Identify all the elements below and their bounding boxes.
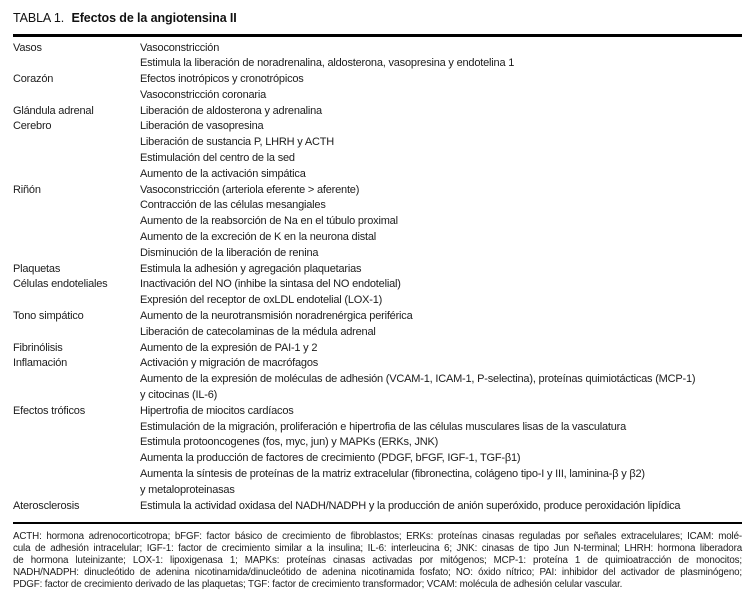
table-row [13, 309, 743, 341]
effect-line: Efectos inotrópicos y cronotrópicos [140, 73, 304, 86]
table-row [13, 104, 743, 120]
row-category: Plaquetas [13, 262, 61, 275]
footnote-line: PDGF: factor de crecimiento derivado de las plaquetas; TGF: factor de crecimiento transformador; VCAM: molécula de adhesión celular vascular. [13, 578, 623, 590]
row-effects [140, 356, 743, 403]
effect-line: Contracción de las células mesangiales [140, 199, 326, 212]
effect-line: Estimulación de la migración, proliferación e hipertrofia de las células musculares lisas de la vasculatura [140, 420, 627, 433]
effect-line: y citocinas (IL-6) [140, 389, 218, 402]
table-row [13, 41, 743, 73]
effect-line: Vasoconstricción coronaria [140, 88, 267, 101]
footnote-line: cula de adhesión intracelular; IGF-1: factor de crecimiento similar a la insulina; IL-6: interleucina 6; JNK: cinasas de tipo Jun N-terminal; LHRH: hormona liberadora [13, 543, 742, 555]
row-effects [140, 183, 743, 262]
row-category: Vasos [13, 41, 42, 54]
table-number-label: TABLA 1. [13, 11, 65, 25]
footnote-line: NADH/NADPH: dinucleótido de adenina nicotinamida/dinucleótido de adenina nicotinamida fosfato; NO: óxido nítrico; PAI: inhibidor del activador de plasminógeno; [13, 566, 742, 578]
row-category: Células endoteliales [13, 278, 108, 291]
effect-line: y metaloproteinasas [140, 483, 235, 496]
effect-line: Aumento de la activación simpática [140, 167, 306, 180]
table-row [13, 499, 743, 515]
row-category: Cerebro [13, 120, 52, 133]
table-row [13, 356, 743, 403]
effect-line: Liberación de aldosterona y adrenalina [140, 104, 322, 117]
table-row [13, 72, 743, 104]
table-row [13, 183, 743, 262]
row-effects [140, 277, 743, 309]
row-category: Efectos tróficos [13, 404, 85, 417]
row-category: Tono simpático [13, 310, 84, 323]
table-row [13, 262, 743, 278]
effect-line: Aumenta la síntesis de proteínas de la matriz extracelular (fibronectina, colágeno tipo-I y III, laminina-β y β2) [140, 468, 645, 481]
row-effects [140, 309, 743, 341]
row-category: Glándula adrenal [13, 104, 94, 117]
bottom-rule [13, 522, 742, 524]
effect-line: Activación y migración de macrófagos [140, 357, 319, 370]
row-effects [140, 262, 743, 278]
effect-line: Estimulación del centro de la sed [140, 152, 295, 165]
row-category: Corazón [13, 73, 54, 86]
effect-line: Aumento de la reabsorción de Na en el túbulo proximal [140, 215, 398, 228]
row-effects [140, 341, 743, 357]
row-effects [140, 41, 743, 73]
row-effects [140, 404, 743, 499]
row-category: Inflamación [13, 357, 68, 370]
row-effects [140, 104, 743, 120]
effect-line: Aumento de la excreción de K en la neurona distal [140, 231, 377, 244]
row-category: Aterosclerosis [13, 499, 80, 512]
table-row [13, 341, 743, 357]
effect-line: Inactivación del NO (inhibe la sintasa del NO endotelial) [140, 278, 401, 291]
effects-table [13, 41, 743, 515]
effect-line: Estimula protooncogenes (fos, myc, jun) y MAPKs (ERKs, JNK) [140, 436, 439, 449]
row-effects [140, 72, 743, 104]
effect-line: Liberación de vasopresina [140, 120, 264, 133]
row-effects [140, 499, 743, 515]
top-rule [13, 34, 742, 37]
row-category: Riñón [13, 183, 41, 196]
effect-line: Estimula la actividad oxidasa del NADH/NADPH y la producción de anión superóxido, produce peroxidación lipídica [140, 499, 681, 512]
effect-line: Hipertrofia de miocitos cardíacos [140, 404, 294, 417]
effect-line: Aumenta la producción de factores de crecimiento (PDGF, bFGF, IGF-1, TGF-β1) [140, 452, 521, 465]
effect-line: Aumento de la expresión de PAI-1 y 2 [140, 341, 318, 354]
footnote [13, 531, 742, 591]
row-effects [140, 119, 743, 182]
effect-line: Expresión del receptor de oxLDL endotelial (LOX-1) [140, 294, 383, 307]
effect-line: Liberación de sustancia P, LHRH y ACTH [140, 136, 334, 149]
effect-line: Liberación de catecolaminas de la médula adrenal [140, 325, 376, 338]
effect-line: Vasoconstricción (arteriola eferente > aferente) [140, 183, 360, 196]
effect-line: Aumento de la expresión de moléculas de adhesión (VCAM-1, ICAM-1, P-selectina), proteínas quimiotácticas (MCP-1) [140, 373, 696, 386]
table-title [13, 11, 743, 25]
table-row [13, 277, 743, 309]
footnote-line: de hormona luteinizante; LOX-1: lipoxigenasa 1; MAPKs: proteínas cinasas activadas por mitógenos; MCP-1: proteína 1 de quimioatracción de monocitos; [13, 555, 742, 567]
effect-line: Aumento de la neurotransmisión noradrenérgica periférica [140, 310, 413, 323]
table-title-text: Efectos de la angiotensina II [71, 11, 237, 25]
effect-line: Estimula la liberación de noradrenalina, aldosterona, vasopresina y endotelina 1 [140, 57, 515, 70]
table-row [13, 119, 743, 182]
footnote-line: ACTH: hormona adrenocorticotropa; bFGF: factor básico de crecimiento de fibroblastos; ERKs: proteínas cinasas reguladas por señales extracelulares; ICAM: molé- [13, 531, 742, 543]
table-row [13, 404, 743, 499]
row-category: Fibrinólisis [13, 341, 63, 354]
effect-line: Disminución de la liberación de renina [140, 246, 319, 259]
effect-line: Estimula la adhesión y agregación plaquetarias [140, 262, 362, 275]
effect-line: Vasoconstricción [140, 41, 220, 54]
